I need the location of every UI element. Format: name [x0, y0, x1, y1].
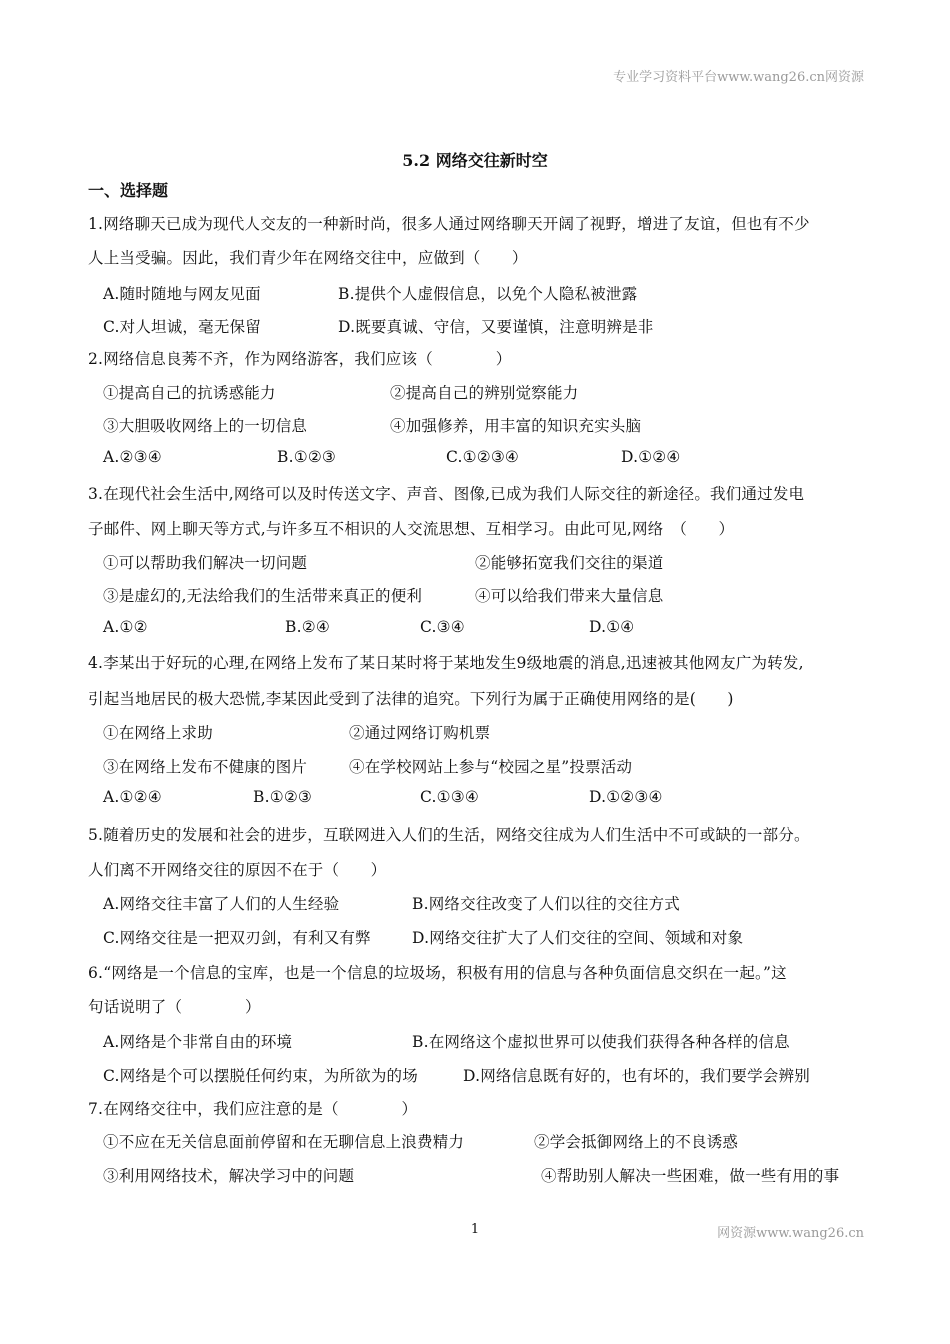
- q6-option-b: B.在网络这个虚拟世界可以使我们获得各种各样的信息: [412, 1033, 790, 1051]
- q6-option-d: D.网络信息既有好的，也有坏的，我们要学会辨别: [463, 1067, 810, 1085]
- q5-stem-line1: 5.随着历史的发展和社会的进步，互联网进入人们的生活，网络交往成为人们生活中不可或缺的一部分。: [88, 826, 810, 844]
- q1-option-c: C.对人坦诚，毫无保留: [103, 318, 261, 336]
- q3-statement-1: ①可以帮助我们解决一切问题: [103, 554, 308, 572]
- header-watermark: 专业学习资料平台www.wang26.cn网资源: [613, 70, 864, 85]
- q2-option-d: D.①②④: [621, 448, 681, 466]
- q1-option-b: B.提供个人虚假信息，以免个人隐私被泄露: [338, 285, 638, 303]
- q2-statement-4: ④加强修养，用丰富的知识充实头脑: [390, 417, 642, 435]
- q7-statement-2: ②学会抵御网络上的不良诱惑: [534, 1133, 739, 1151]
- q2-statement-1: ①提高自己的抗诱惑能力: [103, 384, 276, 402]
- q4-stem-line1: 4.李某出于好玩的心理,在网络上发布了某日某时将于某地发生9级地震的消息,迅速被其他网友广为转发,: [88, 654, 804, 672]
- q3-option-d: D.①④: [589, 618, 635, 636]
- page-number: 1: [470, 1222, 480, 1237]
- q2-option-b: B.①②③: [277, 448, 337, 466]
- q6-stem-line1: 6.“网络是一个信息的宝库，也是一个信息的垃圾场，积极有用的信息与各种负面信息交织在一起。”这: [88, 964, 787, 982]
- q3-stem-line2: 子邮件、网上聊天等方式,与许多互不相识的人交流思想、互相学习。由此可见,网络 （ ）: [88, 520, 735, 538]
- q6-option-a: A.网络是个非常自由的环境: [103, 1033, 293, 1051]
- q3-stem-line1: 3.在现代社会生活中,网络可以及时传送文字、声音、图像,已成为我们人际交往的新途径。我们通过发电: [88, 485, 805, 503]
- q3-statement-2: ②能够拓宽我们交往的渠道: [475, 554, 664, 572]
- q5-option-c: C.网络交往是一把双刃剑，有利又有弊: [103, 929, 371, 947]
- q1-stem-line2: 人上当受骗。因此，我们青少年在网络交往中，应做到（ ）: [88, 249, 528, 267]
- q7-statement-3: ③利用网络技术，解决学习中的问题: [103, 1167, 355, 1185]
- q7-stem-line1: 7.在网络交往中，我们应注意的是（ ）: [88, 1100, 418, 1118]
- q3-option-c: C.③④: [420, 618, 465, 636]
- q4-option-c: C.①③④: [420, 788, 479, 806]
- q7-statement-4: ④帮助别人解决一些困难，做一些有用的事: [541, 1167, 840, 1185]
- q5-stem-line2: 人们离不开网络交往的原因不在于（ ）: [88, 861, 387, 879]
- footer-watermark: 网资源www.wang26.cn: [717, 1226, 864, 1241]
- q5-option-b: B.网络交往改变了人们以往的交往方式: [412, 895, 680, 913]
- q3-option-b: B.②④: [285, 618, 330, 636]
- q4-statement-3: ③在网络上发布不健康的图片: [103, 758, 308, 776]
- q2-statement-2: ②提高自己的辨别觉察能力: [390, 384, 579, 402]
- section-heading: 一、选择题: [88, 181, 169, 200]
- q4-statement-4: ④在学校网站上参与“校园之星”投票活动: [349, 758, 633, 776]
- q3-statement-3: ③是虚幻的,无法给我们的生活带来真正的便利: [103, 587, 423, 605]
- q3-statement-4: ④可以给我们带来大量信息: [475, 587, 664, 605]
- q4-option-d: D.①②③④: [589, 788, 663, 806]
- q7-statement-1: ①不应在无关信息面前停留和在无聊信息上浪费精力: [103, 1133, 465, 1151]
- q5-option-d: D.网络交往扩大了人们交往的空间、领域和对象: [412, 929, 744, 947]
- q5-option-a: A.网络交往丰富了人们的人生经验: [103, 895, 340, 913]
- q1-option-d: D.既要真诚、守信，又要谨慎，注意明辨是非: [338, 318, 654, 336]
- q3-option-a: A.①②: [103, 618, 148, 636]
- q4-option-b: B.①②③: [253, 788, 313, 806]
- page-title: 5.2 网络交往新时空: [402, 151, 548, 170]
- q4-statement-1: ①在网络上求助: [103, 724, 213, 742]
- q4-statement-2: ②通过网络订购机票: [349, 724, 491, 742]
- q2-option-a: A.②③④: [103, 448, 162, 466]
- q2-option-c: C.①②③④: [446, 448, 520, 466]
- q6-stem-line2: 句话说明了（ ）: [88, 998, 261, 1016]
- q4-stem-line2: 引起当地居民的极大恐慌,李某因此受到了法律的追究。下列行为属于正确使用网络的是( ): [88, 690, 734, 708]
- q6-option-c: C.网络是个可以摆脱任何约束，为所欲为的场: [103, 1067, 418, 1085]
- q2-statement-3: ③大胆吸收网络上的一切信息: [103, 417, 308, 435]
- q4-option-a: A.①②④: [103, 788, 162, 806]
- q2-stem-line1: 2.网络信息良莠不齐，作为网络游客，我们应该（ ）: [88, 350, 512, 368]
- q1-option-a: A.随时随地与网友见面: [103, 285, 261, 303]
- q1-stem-line1: 1.网络聊天已成为现代人交友的一种新时尚，很多人通过网络聊天开阔了视野，增进了友谊，但也有不少: [88, 215, 810, 233]
